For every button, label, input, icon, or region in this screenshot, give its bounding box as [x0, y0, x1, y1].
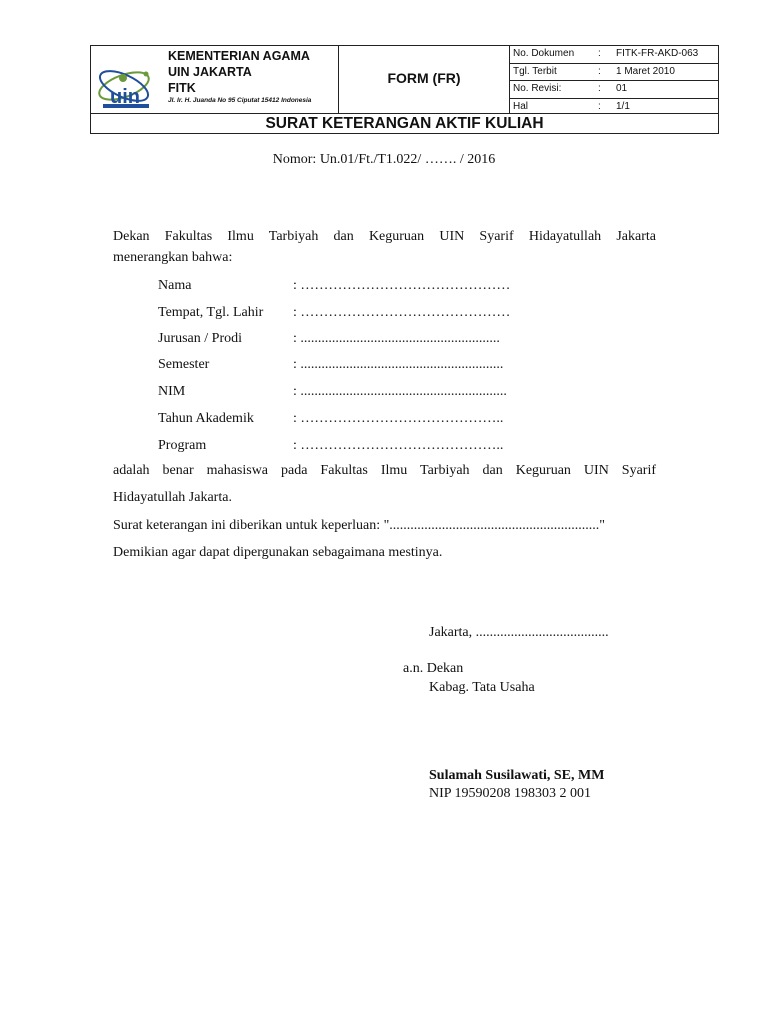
- uin-logo-icon: [91, 46, 161, 113]
- field-label-jurusan: Jurusan / Prodi: [158, 331, 242, 346]
- field-value-program: : ……………………………………..: [293, 438, 504, 453]
- institution-block: [168, 48, 338, 104]
- meta-colon: :: [598, 100, 601, 112]
- institution-line-2: UIN JAKARTA: [168, 65, 252, 79]
- meta-row: [510, 64, 719, 82]
- institution-line-3: FITK: [168, 81, 196, 95]
- meta-key: Tgl. Terbit: [513, 65, 557, 77]
- field-label-ttl: Tempat, Tgl. Lahir: [158, 305, 264, 320]
- uin-logo: [91, 46, 161, 113]
- place-date: Jakarta, ......................................: [429, 625, 609, 640]
- meta-value: FITK-FR-AKD-063: [616, 48, 699, 59]
- field-label-program: Program: [158, 438, 207, 453]
- field-value-jurusan: : .........................................................: [293, 331, 500, 346]
- logo-text: uin: [110, 86, 140, 108]
- document-meta: [510, 46, 719, 115]
- statement-line-2: Hidayatullah Jakarta.: [113, 490, 232, 505]
- institution-address: Jl. Ir. H. Juanda No 95 Ciputat 15412 Indonesia: [168, 97, 312, 104]
- meta-colon: :: [598, 65, 601, 77]
- statement-line-1: adalah benar mahasiswa pada Fakultas Ilmu Tarbiyah dan Keguruan UIN Syarif: [113, 463, 656, 478]
- document-header: [90, 45, 719, 134]
- meta-value: 1/1: [616, 100, 630, 112]
- meta-key: No. Revisi:: [513, 83, 562, 94]
- meta-colon: :: [598, 83, 601, 94]
- meta-row: [510, 46, 719, 64]
- purpose-line: Surat keterangan ini diberikan untuk keperluan: "............................................................": [113, 518, 606, 533]
- signer-name: Sulamah Susilawati, SE, MM: [429, 768, 605, 783]
- meta-key: Hal: [513, 100, 529, 112]
- field-value-nim: : ...........................................................: [293, 384, 507, 399]
- meta-key: No. Dokumen: [513, 48, 575, 59]
- form-label: FORM (FR): [387, 70, 461, 86]
- meta-row: [510, 81, 719, 99]
- intro-line-2: menerangkan bahwa:: [113, 250, 233, 265]
- meta-value: 01: [616, 83, 628, 94]
- field-value-semester: : ..........................................................: [293, 357, 504, 372]
- field-label-nama: Nama: [158, 278, 192, 293]
- field-value-nama: : ………………………………………: [293, 278, 511, 293]
- closing-line: Demikian agar dapat dipergunakan sebagaimana mestinya.: [113, 545, 443, 560]
- on-behalf-of: a.n. Dekan: [403, 661, 464, 676]
- field-value-tahun-akademik: : ……………………………………..: [293, 411, 504, 426]
- field-label-tahun-akademik: Tahun Akademik: [158, 411, 254, 426]
- institution-line-1: KEMENTERIAN AGAMA: [168, 49, 310, 63]
- signer-position: Kabag. Tata Usaha: [429, 680, 535, 695]
- field-value-ttl: : ………………………………………: [293, 305, 511, 320]
- signer-nip: NIP 19590208 198303 2 001: [429, 786, 592, 801]
- intro-line-1: Dekan Fakultas Ilmu Tarbiyah dan Keguruan UIN Syarif Hidayatullah Jakarta: [113, 229, 656, 244]
- letter-number: Nomor: Un.01/Ft./T1.022/ ……. / 2016: [272, 152, 496, 167]
- field-label-nim: NIM: [158, 384, 186, 399]
- field-label-semester: Semester: [158, 357, 210, 372]
- document-title: SURAT KETERANGAN AKTIF KULIAH: [265, 115, 544, 132]
- meta-value: 1 Maret 2010: [616, 65, 675, 77]
- meta-colon: :: [598, 48, 601, 59]
